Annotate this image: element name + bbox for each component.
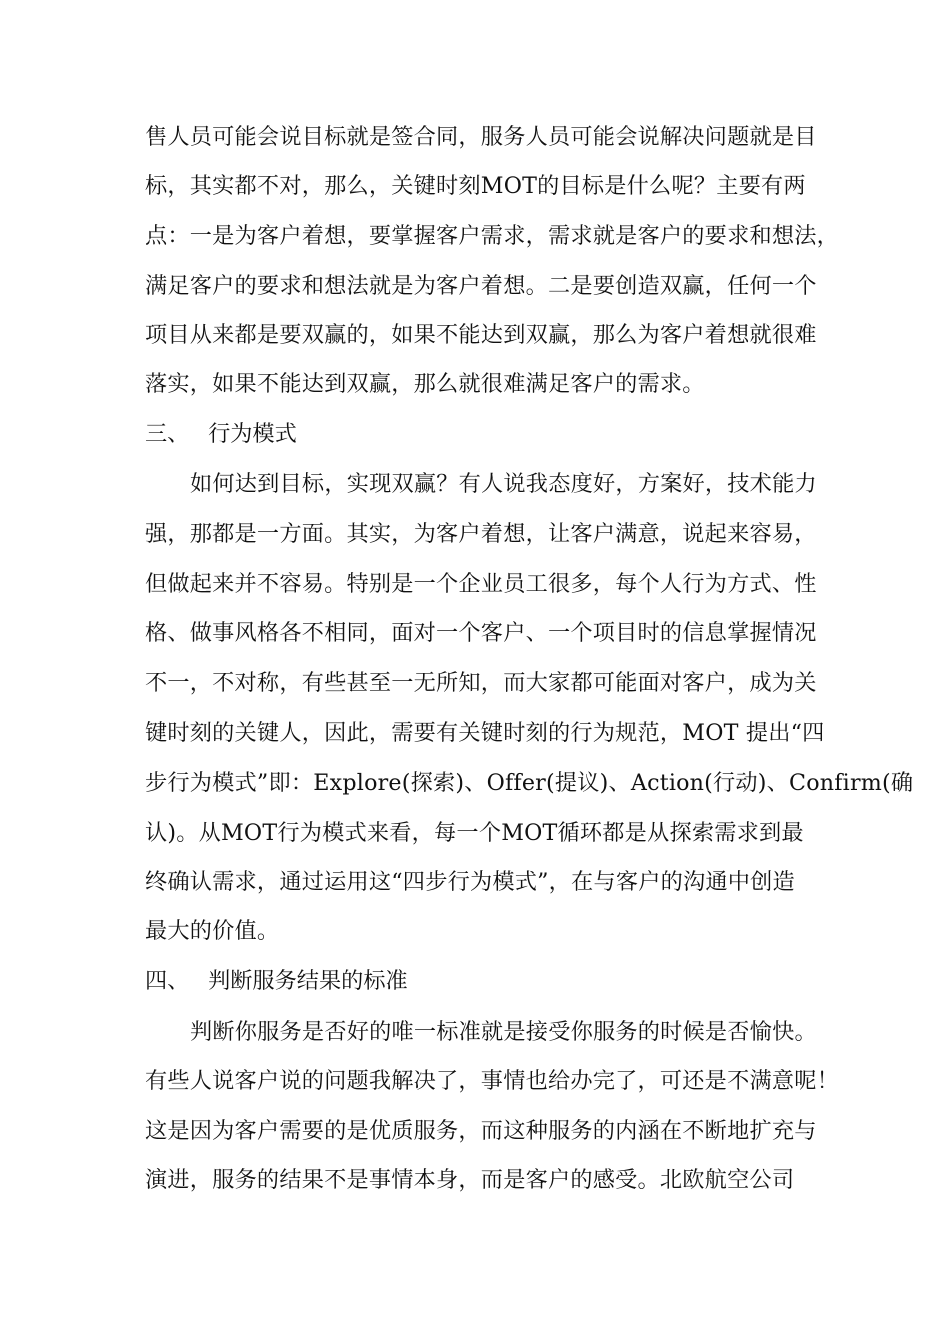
paragraph-2-line-6: 键时刻的关键人，因此，需要有关键时刻的行为规范，MOT 提出“四 — [145, 720, 825, 746]
section-3-heading — [145, 416, 810, 452]
paragraph-1-line-6: 落实，如果不能达到双赢，那么就很难满足客户的需求。 — [145, 371, 705, 397]
section-4-heading — [145, 963, 810, 999]
paragraph-1-line-1: 售人员可能会说目标就是签合同，服务人员可能会说解决问题就是目 — [145, 124, 817, 150]
paragraph-2-line-4: 格、做事风格各不相同，面对一个客户、一个项目时的信息掌握情况 — [145, 620, 817, 646]
paragraph-2-line-1: 如何达到目标，实现双赢？有人说我态度好，方案好，技术能力 — [190, 471, 817, 497]
paragraph-1-line-3: 点：一是为客户着想，要掌握客户需求，需求就是客户的要求和想法， — [145, 223, 840, 249]
paragraph-1-line-5: 项目从来都是要双赢的，如果不能达到双赢，那么为客户着想就很难 — [145, 322, 817, 348]
paragraph-2-line-10: 最大的价值。 — [145, 918, 280, 944]
paragraph-2-line-8: 认)。从MOT行为模式来看，每一个MOT循环都是从探索需求到最 — [145, 820, 804, 846]
paragraph-3-line-4: 演进，服务的结果不是事情本身，而是客户的感受。北欧航空公司 — [145, 1167, 795, 1193]
paragraph-3-line-1: 判断你服务是否好的唯一标准就是接受你服务的时候是否愉快。 — [190, 1019, 817, 1045]
paragraph-2-line-3: 但做起来并不容易。特别是一个企业员工很多，每个人行为方式、性 — [145, 571, 817, 597]
paragraph-2-line-5: 不一，不对称，有些甚至一无所知，而大家都可能面对客户，成为关 — [145, 670, 817, 696]
section-4-title: 判断服务结果的标准 — [208, 968, 408, 994]
paragraph-1-line-2: 标，其实都不对，那么，关键时刻MOT的目标是什么呢？主要有两 — [145, 173, 806, 199]
paragraph-3-line-3: 这是因为客户需要的是优质服务，而这种服务的内涵在不断地扩充与 — [145, 1118, 817, 1144]
paragraph-2-line-2: 强，那都是一方面。其实，为客户着想，让客户满意，说起来容易， — [145, 521, 817, 547]
paragraph-2-line-9: 终确认需求，通过运用这“四步行为模式”，在与客户的沟通中创造 — [145, 869, 795, 895]
section-3-title: 行为模式 — [208, 421, 297, 447]
paragraph-1-line-4: 满足客户的要求和想法就是为客户着想。二是要创造双赢，任何一个 — [145, 273, 817, 299]
section-4-number: 四、 — [145, 968, 190, 994]
paragraph-3-line-2: 有些人说客户说的问题我解决了，事情也给办完了，可还是不满意呢！ — [145, 1068, 840, 1094]
section-3-number: 三、 — [145, 421, 190, 447]
paragraph-2-line-7: 步行为模式”即：Explore(探索)、Offer(提议)、Action(行动)、Confirm(确 — [145, 770, 914, 796]
